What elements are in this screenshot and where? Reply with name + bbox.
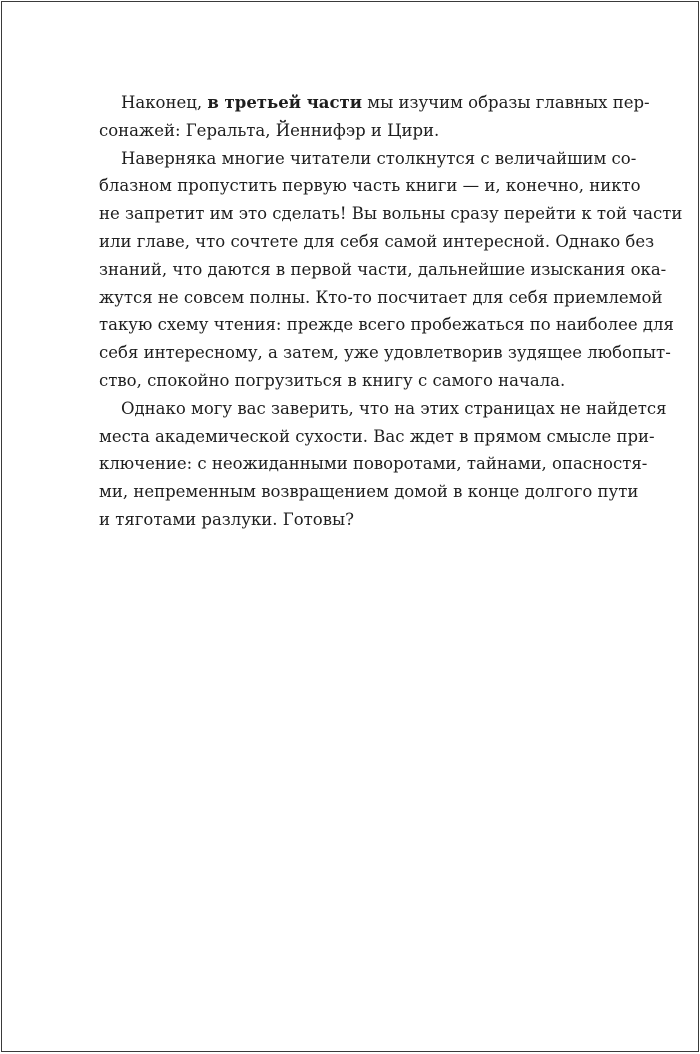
paragraph-3-line-3: ключение: с неожиданными поворотами, тайнами, опасностя- [99, 454, 648, 474]
paragraph-2-line-7: такую схему чтения: прежде всего пробежаться по наиболее для [99, 315, 674, 335]
paragraph-3-line-2: места академической сухости. Вас ждет в прямом смысле при- [99, 426, 655, 446]
paragraph-2-line-1: Наверняка многие читатели столкнутся с величайшим со- [121, 148, 637, 168]
body-text [99, 89, 683, 534]
book-page [1, 1, 699, 1052]
paragraph-1-line-1 [99, 89, 650, 117]
paragraph-2-line-6: жутся не совсем полны. Кто-то посчитает для себя приемлемой [99, 287, 663, 307]
paragraph-3-line-1: Однако могу вас заверить, что на этих страницах не найдется [121, 398, 667, 418]
paragraph-2-line-8: себя интересному, а затем, уже удовлетворив зудящее любопыт- [99, 343, 671, 363]
paragraph-1-line-2: сонажей: Геральта, Йеннифэр и Цири. [99, 120, 440, 140]
paragraph-2 [99, 145, 683, 395]
paragraph-3-line-5: и тяготами разлуки. Готовы? [99, 509, 354, 529]
paragraph-3-line-4: ми, непременным возвращением домой в конце долгого пути [99, 482, 639, 502]
paragraph-2-line-5: знаний, что даются в первой части, дальнейшие изыскания ока- [99, 259, 667, 279]
paragraph-1 [99, 89, 650, 145]
paragraph-2-line-9: ство, спокойно погрузиться в книгу с самого начала. [99, 370, 566, 390]
emphasis-third-part: в третьей части [207, 93, 362, 112]
line-text: Наконец, [121, 93, 208, 112]
line-text: мы изучим образы главных пер- [362, 93, 650, 112]
paragraph-3 [99, 395, 667, 534]
paragraph-2-line-2: блазном пропустить первую часть книги — и, конечно, никто [99, 176, 641, 196]
paragraph-2-line-3: не запретит им это сделать! Вы вольны сразу перейти к той части [99, 204, 683, 224]
paragraph-2-line-4: или главе, что сочтете для себя самой интересной. Однако без [99, 231, 655, 251]
